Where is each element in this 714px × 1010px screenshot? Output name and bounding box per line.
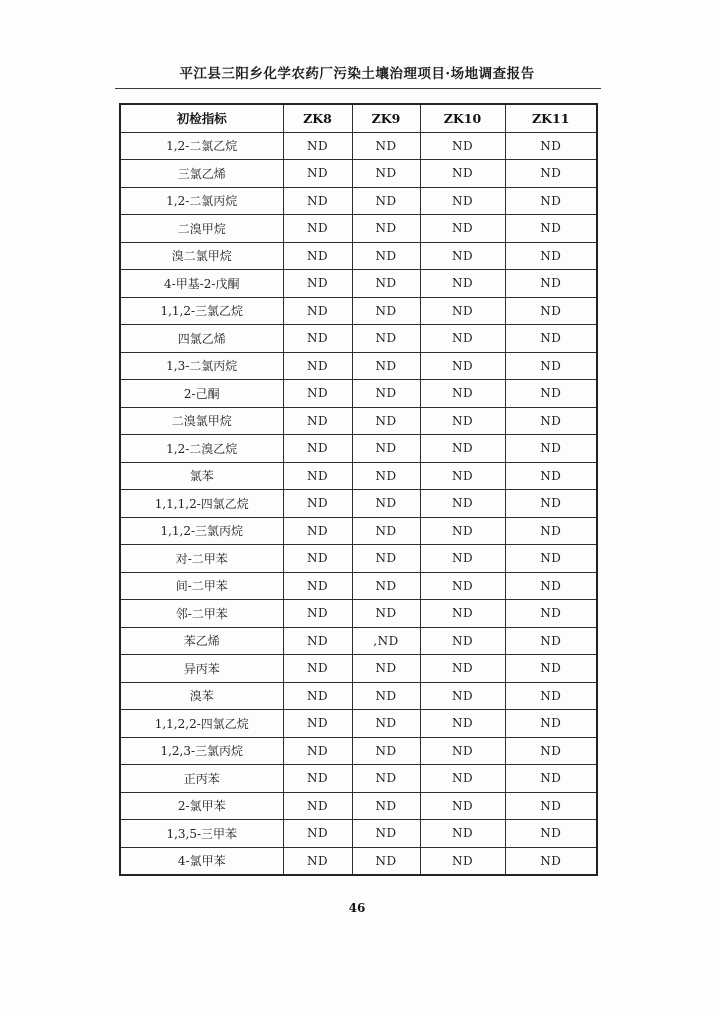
result-cell: ND <box>505 710 597 738</box>
result-cell: ND <box>420 215 505 243</box>
result-cell: ND <box>505 160 597 188</box>
result-cell: ND <box>505 352 597 380</box>
result-cell: ND <box>283 572 352 600</box>
result-cell: ND <box>352 352 420 380</box>
table-row <box>120 462 597 490</box>
indicator-label: 2-氯甲苯 <box>120 792 283 820</box>
result-cell: ND <box>352 325 420 353</box>
indicator-label: 正丙苯 <box>120 765 283 793</box>
result-cell: ND <box>283 352 352 380</box>
result-cell: ND <box>352 792 420 820</box>
result-cell: ND <box>283 517 352 545</box>
result-cell: ND <box>352 572 420 600</box>
result-cell: ND <box>505 572 597 600</box>
result-cell: ND <box>352 655 420 683</box>
result-cell: ND <box>420 435 505 463</box>
result-cell: ND <box>283 407 352 435</box>
result-cell: ND <box>505 132 597 160</box>
column-header-indicator: 初检指标 <box>120 104 283 132</box>
result-cell: ND <box>352 545 420 573</box>
result-cell: ND <box>283 627 352 655</box>
result-cell: ND <box>352 517 420 545</box>
result-cell: ND <box>352 242 420 270</box>
table-row <box>120 627 597 655</box>
result-cell: ND <box>420 352 505 380</box>
table-row <box>120 737 597 765</box>
result-cell: ND <box>352 820 420 848</box>
table-row <box>120 600 597 628</box>
result-cell: ND <box>505 847 597 875</box>
voc-table-body <box>120 132 597 875</box>
page-number: 46 <box>348 901 366 915</box>
result-cell: ,ND <box>352 627 420 655</box>
indicator-label: 苯乙烯 <box>120 627 283 655</box>
result-cell: ND <box>283 435 352 463</box>
result-cell: ND <box>283 132 352 160</box>
result-cell: ND <box>505 627 597 655</box>
result-cell: ND <box>283 545 352 573</box>
result-cell: ND <box>420 820 505 848</box>
result-cell: ND <box>420 242 505 270</box>
result-cell: ND <box>352 380 420 408</box>
result-cell: ND <box>352 710 420 738</box>
indicator-label: 4-甲基-2-戊酮 <box>120 270 283 298</box>
result-cell: ND <box>505 187 597 215</box>
result-cell: ND <box>420 600 505 628</box>
indicator-label: 四氯乙烯 <box>120 325 283 353</box>
column-header-zk8: ZK8 <box>283 104 352 132</box>
result-cell: ND <box>505 517 597 545</box>
result-cell: ND <box>283 187 352 215</box>
result-cell: ND <box>420 517 505 545</box>
indicator-label: 二溴氯甲烷 <box>120 407 283 435</box>
result-cell: ND <box>420 545 505 573</box>
table-row <box>120 710 597 738</box>
table-row <box>120 352 597 380</box>
result-cell: ND <box>420 325 505 353</box>
result-cell: ND <box>420 407 505 435</box>
result-cell: ND <box>352 765 420 793</box>
result-cell: ND <box>420 792 505 820</box>
result-cell: ND <box>420 710 505 738</box>
indicator-label: 1,2-二溴乙烷 <box>120 435 283 463</box>
column-header-zk9: ZK9 <box>352 104 420 132</box>
result-cell: ND <box>283 655 352 683</box>
table-row <box>120 847 597 875</box>
table-row <box>120 572 597 600</box>
table-row <box>120 297 597 325</box>
table-row <box>120 215 597 243</box>
indicator-label: 1,1,2-三氯乙烷 <box>120 297 283 325</box>
result-cell: ND <box>283 215 352 243</box>
result-cell: ND <box>352 407 420 435</box>
result-cell: ND <box>352 847 420 875</box>
result-cell: ND <box>283 325 352 353</box>
indicator-label: 1,2-二氯丙烷 <box>120 187 283 215</box>
result-cell: ND <box>420 490 505 518</box>
result-cell: ND <box>352 160 420 188</box>
table-row <box>120 380 597 408</box>
result-cell: ND <box>283 270 352 298</box>
column-header-zk10: ZK10 <box>420 104 505 132</box>
result-cell: ND <box>352 737 420 765</box>
result-cell: ND <box>505 655 597 683</box>
result-cell: ND <box>283 242 352 270</box>
result-cell: ND <box>505 792 597 820</box>
result-cell: ND <box>283 682 352 710</box>
result-cell: ND <box>420 132 505 160</box>
table-row <box>120 325 597 353</box>
result-cell: ND <box>505 682 597 710</box>
result-cell: ND <box>283 765 352 793</box>
result-cell: ND <box>505 737 597 765</box>
result-cell: ND <box>352 600 420 628</box>
header-rule <box>115 88 601 89</box>
result-cell: ND <box>283 462 352 490</box>
result-cell: ND <box>283 160 352 188</box>
result-cell: ND <box>420 160 505 188</box>
result-cell: ND <box>283 490 352 518</box>
result-cell: ND <box>505 215 597 243</box>
column-header-zk11: ZK11 <box>505 104 597 132</box>
table-row <box>120 490 597 518</box>
result-cell: ND <box>283 600 352 628</box>
indicator-label: 溴苯 <box>120 682 283 710</box>
table-row <box>120 792 597 820</box>
indicator-label: 1,1,1,2-四氯乙烷 <box>120 490 283 518</box>
result-cell: ND <box>505 407 597 435</box>
result-cell: ND <box>352 435 420 463</box>
indicator-label: 1,2,3-三氯丙烷 <box>120 737 283 765</box>
result-cell: ND <box>420 462 505 490</box>
result-cell: ND <box>505 380 597 408</box>
result-cell: ND <box>505 435 597 463</box>
result-cell: ND <box>283 792 352 820</box>
table-row <box>120 242 597 270</box>
indicator-label: 1,3,5-三甲苯 <box>120 820 283 848</box>
result-cell: ND <box>505 765 597 793</box>
table-row <box>120 655 597 683</box>
table-row <box>120 270 597 298</box>
result-cell: ND <box>420 572 505 600</box>
indicator-label: 2-己酮 <box>120 380 283 408</box>
result-cell: ND <box>352 682 420 710</box>
result-cell: ND <box>420 187 505 215</box>
result-cell: ND <box>505 297 597 325</box>
result-cell: ND <box>420 380 505 408</box>
table-row <box>120 160 597 188</box>
result-cell: ND <box>352 215 420 243</box>
indicator-label: 间-二甲苯 <box>120 572 283 600</box>
result-cell: ND <box>505 545 597 573</box>
indicator-label: 氯苯 <box>120 462 283 490</box>
indicator-label: 1,1,2-三氯丙烷 <box>120 517 283 545</box>
result-cell: ND <box>420 655 505 683</box>
indicator-label: 1,1,2,2-四氯乙烷 <box>120 710 283 738</box>
result-cell: ND <box>283 297 352 325</box>
result-cell: ND <box>420 682 505 710</box>
indicator-label: 三氯乙烯 <box>120 160 283 188</box>
result-cell: ND <box>505 820 597 848</box>
result-cell: ND <box>283 737 352 765</box>
result-cell: ND <box>283 847 352 875</box>
result-cell: ND <box>283 820 352 848</box>
result-cell: ND <box>283 380 352 408</box>
result-cell: ND <box>352 297 420 325</box>
result-cell: ND <box>505 242 597 270</box>
indicator-label: 对-二甲苯 <box>120 545 283 573</box>
indicator-label: 邻-二甲苯 <box>120 600 283 628</box>
result-cell: ND <box>283 710 352 738</box>
table-row <box>120 187 597 215</box>
result-cell: ND <box>352 490 420 518</box>
result-cell: ND <box>420 765 505 793</box>
result-cell: ND <box>352 132 420 160</box>
result-cell: ND <box>420 627 505 655</box>
indicator-label: 1,2-二氯乙烷 <box>120 132 283 160</box>
result-cell: ND <box>505 490 597 518</box>
indicator-label: 溴二氯甲烷 <box>120 242 283 270</box>
initial-inspection-table <box>119 103 598 876</box>
indicator-label: 异丙苯 <box>120 655 283 683</box>
table-row <box>120 765 597 793</box>
document-header-title: 平江县三阳乡化学农药厂污染土壤治理项目·场地调查报告 <box>179 66 535 82</box>
indicator-label: 1,3-二氯丙烷 <box>120 352 283 380</box>
result-cell: ND <box>505 600 597 628</box>
table-row <box>120 545 597 573</box>
result-cell: ND <box>352 270 420 298</box>
result-cell: ND <box>505 325 597 353</box>
result-cell: ND <box>505 462 597 490</box>
table-header-row <box>120 104 597 132</box>
table-row <box>120 407 597 435</box>
result-cell: ND <box>352 187 420 215</box>
table-row <box>120 820 597 848</box>
table-row <box>120 682 597 710</box>
table-row <box>120 435 597 463</box>
result-cell: ND <box>352 462 420 490</box>
result-cell: ND <box>420 297 505 325</box>
table-row <box>120 517 597 545</box>
indicator-label: 二溴甲烷 <box>120 215 283 243</box>
result-cell: ND <box>420 270 505 298</box>
result-cell: ND <box>505 270 597 298</box>
result-cell: ND <box>420 737 505 765</box>
result-cell: ND <box>420 847 505 875</box>
table-row <box>120 132 597 160</box>
indicator-label: 4-氯甲苯 <box>120 847 283 875</box>
